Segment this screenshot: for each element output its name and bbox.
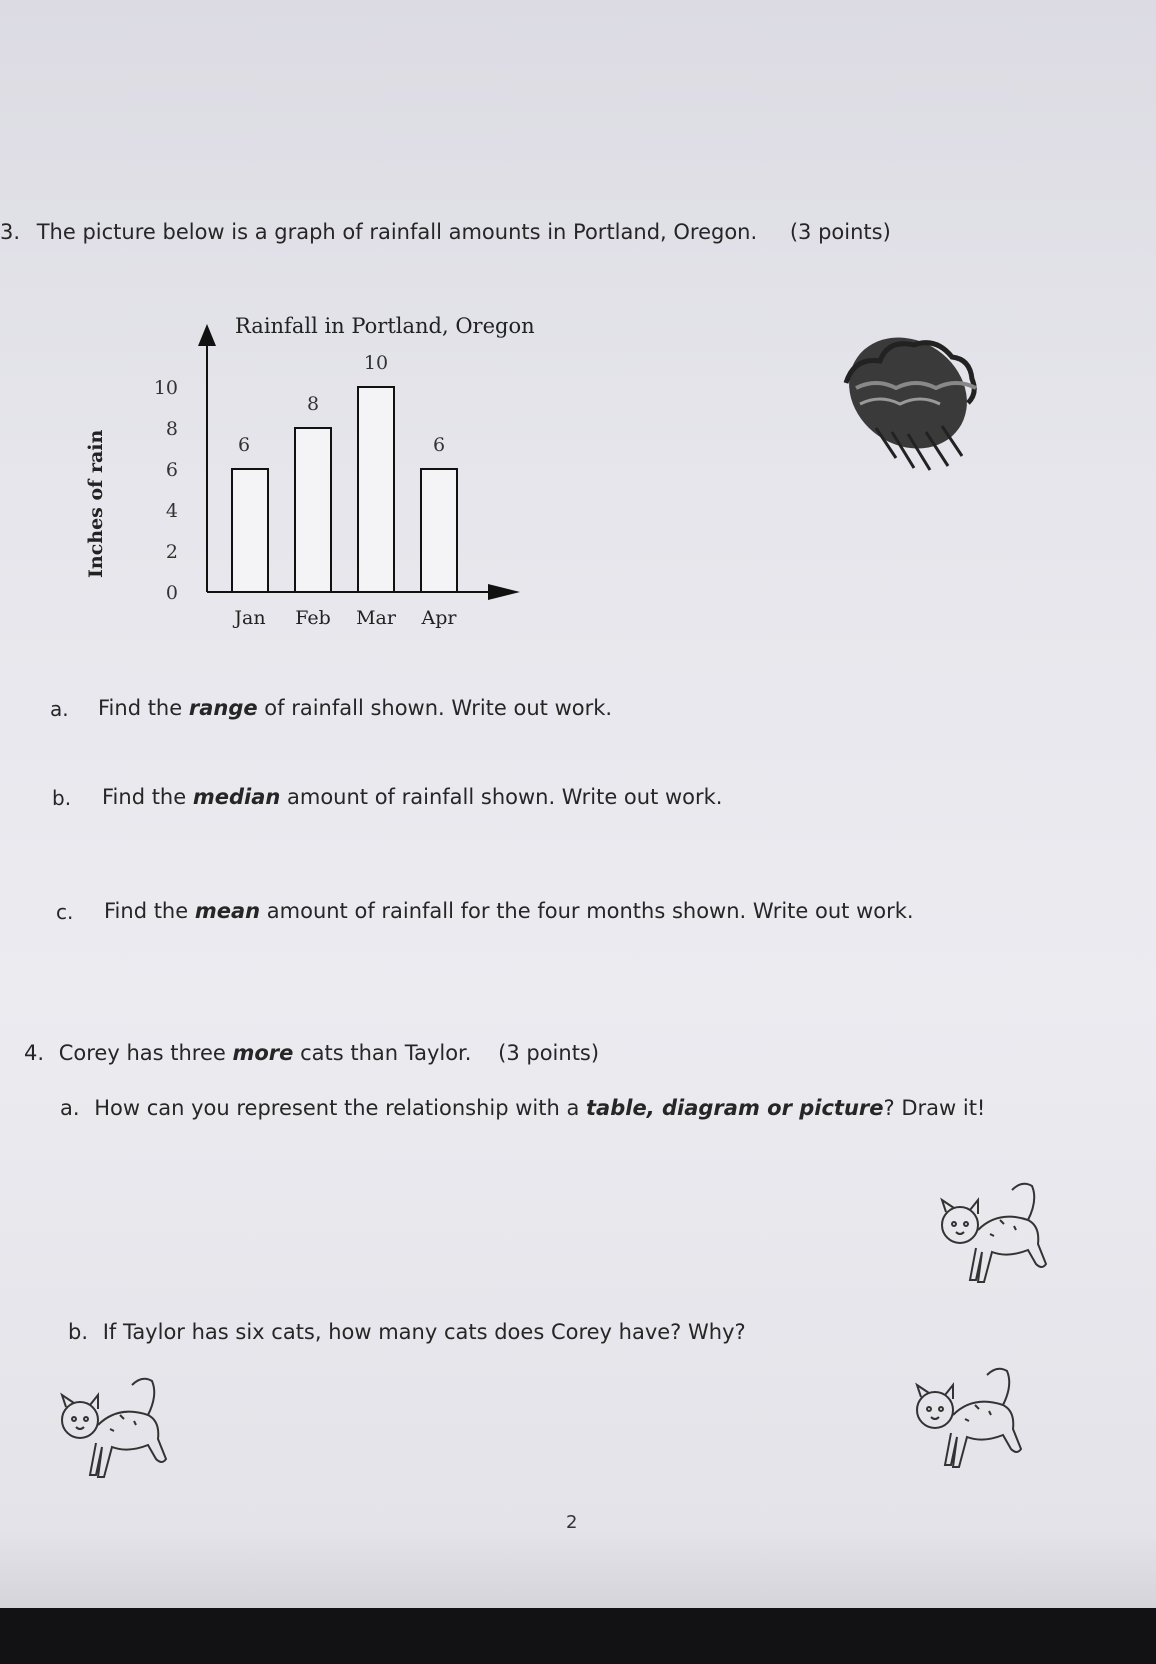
q3b-label: b. <box>52 786 72 810</box>
page-number: 2 <box>566 1512 578 1533</box>
q3a-em: range <box>188 696 258 720</box>
q4a-post: ? Draw it! <box>883 1096 986 1120</box>
q3a-text <box>98 696 612 720</box>
bar-mar <box>358 387 394 592</box>
data-label: 10 <box>363 352 389 374</box>
q4-text <box>59 1041 472 1065</box>
q4a-label: a. <box>60 1096 80 1120</box>
chart-title: Rainfall in Portland, Oregon <box>235 314 535 338</box>
q4a-em: table, diagram or picture <box>586 1096 884 1120</box>
q3b-text <box>102 785 723 809</box>
x-tick-label: Mar <box>356 607 396 629</box>
q4-pre: Corey has three <box>58 1041 233 1065</box>
data-label: 6 <box>237 434 251 456</box>
y-tick-label: 4 <box>165 500 178 522</box>
q4-em: more <box>232 1041 294 1065</box>
q3b-pre: Find the <box>102 785 193 809</box>
rain-cloud-icon <box>836 328 984 488</box>
q3a-post: of rainfall shown. Write out work. <box>257 696 613 720</box>
q4-prompt <box>24 1041 599 1065</box>
bar-apr <box>421 469 457 592</box>
q4-post: cats than Taylor. <box>293 1041 472 1065</box>
q3-prompt <box>0 220 891 244</box>
x-axis-arrow <box>488 584 520 600</box>
q4a-body <box>94 1096 985 1120</box>
q3a-pre: Find the <box>98 696 189 720</box>
q4b-body: If Taylor has six cats, how many cats does Corey have? Why? <box>102 1320 746 1344</box>
q3c-label: c. <box>56 900 74 924</box>
q3b-post: amount of rainfall shown. Write out work. <box>280 785 723 809</box>
cat-icon <box>50 1375 180 1500</box>
data-label: 8 <box>306 393 320 415</box>
bar-feb <box>295 428 331 592</box>
q3c-post: amount of rainfall for the four months shown. Write out work. <box>260 899 914 923</box>
x-tick-label: Jan <box>234 607 266 629</box>
cat-icon <box>930 1180 1060 1305</box>
q3-number: 3. <box>0 220 21 244</box>
cat-icon <box>905 1365 1035 1490</box>
bar-jan <box>232 469 268 592</box>
data-label: 6 <box>432 434 446 456</box>
q3c-pre: Find the <box>104 899 195 923</box>
q3-points: (3 points) <box>789 220 891 244</box>
q4b-label: b. <box>68 1320 89 1344</box>
q3b-em: median <box>192 785 281 809</box>
y-tick-label: 2 <box>165 541 178 563</box>
q3c-em: mean <box>194 899 261 923</box>
y-tick-label: 8 <box>165 418 178 440</box>
rainfall-chart <box>70 300 540 640</box>
y-axis-arrow <box>198 324 216 346</box>
q4-points: (3 points) <box>498 1041 600 1065</box>
q3c-text <box>104 899 914 923</box>
q4a-text <box>60 1096 985 1120</box>
y-tick-label: 6 <box>165 459 178 481</box>
x-tick-label: Feb <box>295 607 331 629</box>
x-tick-label: Apr <box>421 607 457 629</box>
y-axis-label: Inches of rain <box>85 429 107 578</box>
q4b-text <box>68 1320 746 1344</box>
q4-number: 4. <box>24 1041 45 1065</box>
q3-text: The picture below is a graph of rainfall amounts in Portland, Oregon. <box>36 220 758 244</box>
screen-bottom-bar <box>0 1608 1156 1664</box>
y-tick-label: 10 <box>153 377 178 399</box>
q3a-label: a. <box>50 697 69 721</box>
q4a-pre: How can you represent the relationship with a <box>94 1096 587 1120</box>
y-tick-label: 0 <box>165 582 178 604</box>
